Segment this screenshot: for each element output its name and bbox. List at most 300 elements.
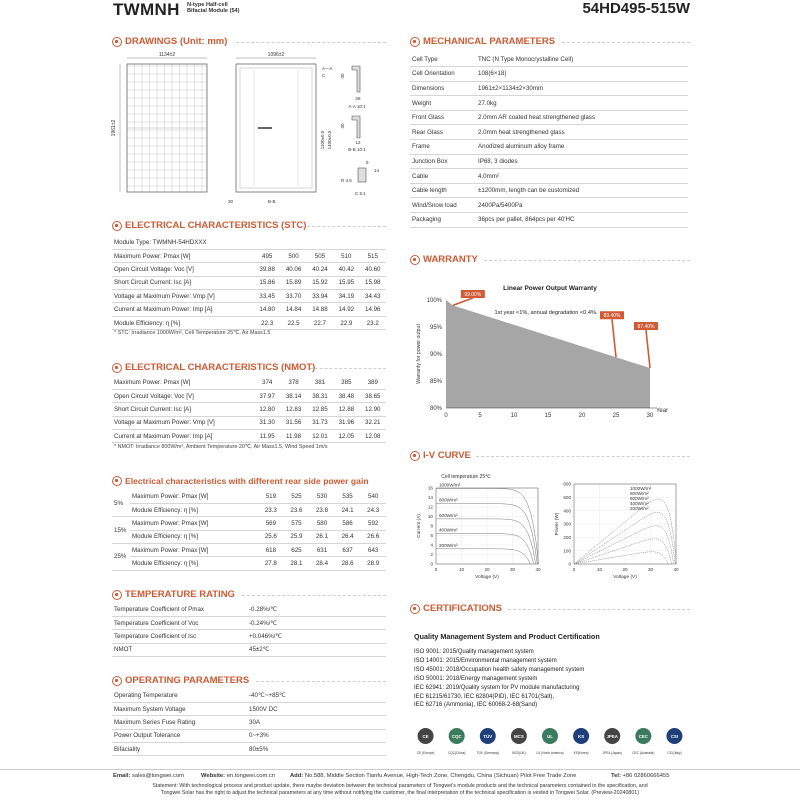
row-value: 2.0mm AR coated heat strengthened glass [476,110,688,125]
cell-value: 40.24 [307,263,333,276]
cell-value: 15.89 [280,276,306,289]
cert-logo-caption: CSI (Italy) [667,751,682,755]
section-nmot-label: ELECTRICAL CHARACTERISTICS (NMOT) [125,362,316,373]
cell-value: 625 [284,544,310,557]
cert-logo-mark: JPEA [606,734,618,739]
warranty-title: Linear Power Output Warranty [503,285,597,292]
mounting-hole-detail [358,168,366,182]
y-tick-label: 0 [568,561,571,567]
section-drawings-label: DRAWINGS (Unit: mm) [125,36,228,47]
stc-note: * STC: Irradiance 1000W/m², Cell Temperature 25℃, Air Mass1.5 [114,330,271,336]
table-row [410,183,688,198]
y-tick-label: 600 [563,481,571,487]
row-label: Cell Orientation [410,67,476,82]
x-tick-label: 30 [647,567,654,572]
table-row [112,616,386,629]
table-row [112,316,386,329]
table-row [112,276,386,289]
gain-percent: 25% [112,544,130,571]
cell-value: 28.1 [284,557,310,570]
cell-value: 12.01 [307,430,333,443]
cert-item: IEC 61215/61730, IEC 62804(PID), IEC 61701(Salt), [414,693,555,700]
cert-item: IEC 62941: 2019/Quality system for PV module manufacturing [414,684,580,691]
y-tick-label: 100 [563,548,571,554]
legend-label: 600W/m² [439,512,458,518]
row-value: Anodized aluminum alloy frame [476,140,688,155]
cell-value: 39.88 [254,263,280,276]
dim-28: 28 [355,96,361,101]
footer-address [290,773,576,779]
section-drawings [112,36,227,47]
cell-value: 495 [254,249,280,262]
gain-table [112,490,386,571]
cell-value: 31.73 [307,416,333,429]
nmot-table [112,376,386,443]
dim-mount-2: 1400±0.5 [327,130,332,150]
series-line [436,519,536,564]
footer-address-value: No.588, Middle Section Tianfu Avenue, High-Tech Zone, Chengdu, China (Sichuan) Pilot Free Trade Zone [304,773,577,779]
cert-logo-caption: MCS(UK) [512,751,526,755]
divider [562,42,690,43]
row-value: -40℃~+85℃ [247,689,386,702]
footer-email-link[interactable]: sales@tongwei.com [132,773,184,779]
table-row [112,290,386,303]
x-tick-label: 40 [673,567,679,572]
warranty-chart [410,276,690,426]
row-label: Temperature Coefficient of Isc [112,630,247,643]
table-row [112,716,386,729]
row-label: Front Glass [410,110,476,125]
cell-value: 34.43 [360,290,386,303]
gain-percent: 15% [112,517,130,544]
cell-value: 15.92 [307,276,333,289]
cell-value: 23.2 [360,316,386,329]
row-label: Temperature Coefficient of Pmax [112,603,247,616]
cell-value: 505 [307,249,333,262]
y-tick-label: 400 [563,508,571,514]
x-tick-label: 10 [458,567,465,572]
row-label: Rear Glass [410,125,476,140]
row-label: Current at Maximum Power: Imp [A] [112,303,254,316]
table-row [112,376,386,389]
module-type: Module Type: TWMNH-54HDXXX [112,236,386,249]
row-value: ±1200mm, length can be customized [476,183,688,198]
cell-value: 40.60 [360,263,386,276]
row-value: TNC (N Type Monocrystalline Cell) [476,52,688,67]
footer-address-key: Add: [290,773,304,779]
row-label: Maximum Series Fuse Rating [112,716,247,729]
divider [242,595,386,596]
dim-9: 9 [366,160,369,165]
x-tick-label: 10 [510,413,518,419]
x-tick-label: 5 [478,413,482,419]
table-row [112,603,386,616]
row-label: Voltage at Maximum Power: Vmp [V] [112,290,254,303]
cert-logo-mark: KS [578,734,585,739]
row-label: Maximum Power: Pmax [W] [130,544,258,557]
warranty-xlabel: Year [655,408,669,414]
cert-item: IEC 62716 (Ammonia), IEC 60068-2-68(Sand) [414,702,538,709]
section-operating-label: OPERATING PARAMETERS [125,675,250,686]
cert-logo-mark: CQC [451,734,462,739]
cell-value: 643 [360,544,386,557]
y-tick-label: 4 [430,542,433,548]
cell-value: 569 [258,517,284,530]
statement-line-2: Tongwei Solar has the right to adjust the technical parameters at any time without notifying the customer, the final interpretation of the technical specification is vested in Tongwei Solar. (Preview-20240801) [160,789,640,796]
row-value: 4.0mm² [476,169,688,184]
brand-title: TWMNH [113,0,180,19]
table-row [112,303,386,316]
dim-mount-1: 1100±0.5 [320,130,325,150]
footer-tel [611,773,669,779]
lightning-icon [112,363,122,373]
y-tick-label: 0 [430,561,433,567]
brand-subtitle-line-2: Bifacial Module (54) [187,8,240,15]
section-mark-c: C [322,73,326,78]
dim-aa-30: 30 [340,73,345,79]
series-line [574,526,674,564]
cell-value: 33.70 [280,290,306,303]
legend-label: 800W/m² [439,497,458,503]
iv-curve-chart [410,466,690,586]
frame-section-aa [352,66,360,92]
section-warranty-label: WARRANTY [423,254,478,265]
table-row [112,416,386,429]
y-tick-label: 300 [563,521,571,527]
footer-contact [0,769,800,781]
dim-14: 14 [374,168,380,173]
cell-value: 31.30 [254,416,280,429]
table-row [112,263,386,276]
row-label: Maximum System Voltage [112,702,247,715]
cell-value: 637 [335,544,361,557]
cell-value: 530 [309,490,335,503]
x-tick-label: 0 [434,567,438,572]
legend-label: 400W/m² [630,501,649,506]
cert-logo-caption: CEC (Australia) [632,751,655,755]
y-tick-label: 85% [429,379,442,385]
legend-label: 800W/m² [630,491,649,496]
row-label: Open Circuit Voltage: Voc [V] [112,263,254,276]
row-label: Maximum Power: Pmax [W] [130,490,258,503]
cell-value: 14.96 [360,303,386,316]
table-row [112,557,386,570]
row-label: Weight [410,96,476,111]
cell-value: 374 [254,376,280,389]
row-label: Operating Temperature [112,689,247,702]
y-tick-label: 2 [430,552,433,558]
cell-value: 12.80 [254,403,280,416]
row-label: Cell Type [410,52,476,67]
series-line [574,539,672,564]
row-value: 80±5% [247,743,386,756]
iv-chart-title: Cell temperature 25℃ [441,474,491,480]
drawing-icon [112,37,122,47]
x-tick-label: 15 [544,413,552,419]
cell-value: 28.4 [309,557,335,570]
divider [484,260,690,261]
section-stc [112,220,306,231]
divider [508,609,690,610]
cell-value: 378 [280,376,306,389]
section-warranty [410,254,478,265]
cert-item: ISO 9001: 2015/Quality management system [414,649,534,655]
cell-value: 26.4 [335,530,361,543]
x-tick-label: 30 [509,567,516,572]
divider [310,368,386,369]
lightning-icon [112,476,122,486]
cert-logo-caption: JPEA (Japan) [602,751,622,755]
row-label: Module Efficiency: η [%] [130,557,258,570]
footer-statement [0,783,800,796]
table-row [410,96,688,111]
cell-value: 23.3 [258,503,284,516]
y-tick-label: 12 [427,504,433,510]
cell-value: 40.06 [280,263,306,276]
table-row [112,530,386,543]
x-tick-label: 25 [612,413,620,419]
row-value: IP68, 3 diodes [476,154,688,169]
table-row [410,125,688,140]
cell-value: 23.6 [284,503,310,516]
dim-width-front: 1134±2 [158,52,176,58]
cell-value: 519 [258,490,284,503]
table-row [410,52,688,67]
chart-icon [410,451,420,461]
table-row [112,389,386,402]
table-row [410,213,688,228]
table-row [112,743,386,756]
cell-value: 38.14 [280,389,306,402]
cell-value: 37.97 [254,389,280,402]
cert-logo-mark: TÜV [483,734,493,739]
divider [256,681,386,682]
cell-value: 12.83 [280,403,306,416]
row-value: 36pcs per pallet, 864pcs per 40'HC [476,213,688,228]
x-tick-label: 0 [572,567,576,572]
section-mechanical-label: MECHANICAL PARAMETERS [423,36,556,47]
table-row [410,81,688,96]
dim-width-rear: 1096±2 [267,52,285,58]
cert-logo-caption: CQC(China) [447,751,466,755]
cell-value: 540 [360,490,386,503]
cell-value: 34.19 [333,290,359,303]
y-tick-label: 16 [427,485,433,491]
table-row [112,729,386,742]
cell-value: 11.95 [254,430,280,443]
footer-tel-key: Tel: [611,773,621,779]
section-mark-aa: A—A [322,66,333,71]
cell-value: 28.6 [335,557,361,570]
section-temperature [112,589,235,600]
cell-value: 22.7 [307,316,333,329]
row-value: 2400Pa/5400Pa [476,198,688,213]
cell-value: 389 [360,376,386,389]
cell-value: 12.05 [333,430,359,443]
module-drawing [112,50,384,208]
footer-website [201,773,275,779]
y-tick-label: 6 [430,533,433,539]
cell-value: 575 [284,517,310,530]
series-line [436,549,530,564]
row-value: 108(6×18) [476,67,688,82]
cert-list [414,648,584,710]
y-tick-label: 100% [426,298,442,304]
row-label: Maximum Power: Pmax [W] [130,517,258,530]
divider [236,42,386,43]
table-row [112,503,386,516]
cell-value: 26.6 [360,530,386,543]
dim-12: 12 [355,140,361,145]
table-row [112,517,386,530]
y-tick-label: 80% [429,406,442,412]
cell-value: 631 [309,544,335,557]
label-bb-scale: B-B 10:1 [348,147,366,152]
row-label: Junction Box [410,154,476,169]
callout-pointer [646,330,650,368]
row-label: Cable length [410,183,476,198]
row-value: 2.0mm heat strengthened glass [476,125,688,140]
row-label: Dimensions [410,81,476,96]
table-row [410,110,688,125]
dim-radius: R 4.5 [341,178,352,183]
row-label: Wind/Snow load [410,198,476,213]
row-label: Cable [410,169,476,184]
dim-bottom-30: 30 [228,199,234,204]
cell-value: 38.31 [307,389,333,402]
callout-label: 87.40% [637,324,655,331]
settings-icon [112,676,122,686]
section-nmot [112,362,315,373]
cell-value: 14.80 [254,303,280,316]
row-value: -0.24%/℃ [247,616,386,629]
table-row [410,67,688,82]
x-tick-label: 0 [444,413,448,419]
footer-website-link[interactable]: en.tongwei.com.cn [226,773,276,779]
table-row [112,490,386,503]
cert-logo-mark: MCS [514,734,524,739]
footer-email-key: Email: [113,773,131,779]
cell-value: 31.56 [280,416,306,429]
row-value: +0.046%/℃ [247,630,386,643]
cell-value: 38.48 [333,389,359,402]
cert-logo-caption: TÜV (Germany) [476,751,500,755]
cell-value: 15.98 [360,276,386,289]
brand-subtitle [187,2,240,15]
cert-logo-mark: CE [422,734,429,739]
cell-value: 580 [309,517,335,530]
cert-item: ISO 50001: 2018/Energy management system [414,675,538,682]
cell-value: 33.45 [254,290,280,303]
row-label: Voltage at Maximum Power: Vmp [V] [112,416,254,429]
table-row [410,154,688,169]
row-value: 0~+3% [247,729,386,742]
row-value: 30A [247,716,386,729]
cell-value: 24.1 [335,503,361,516]
callout-pointer [612,319,616,357]
cell-value: 500 [280,249,306,262]
legend-label: 200W/m² [439,542,458,548]
row-label: Temperature Coefficient of Voc [112,616,247,629]
cell-value: 31.96 [333,416,359,429]
cell-value: 385 [333,376,359,389]
mechanical-table [410,52,688,228]
cell-value: 38.65 [360,389,386,402]
table-row [112,249,386,262]
cell-value: 586 [335,517,361,530]
section-certifications-label: CERTIFICATIONS [423,603,502,614]
row-value: -0.28%/℃ [247,603,386,616]
cell-value: 381 [307,376,333,389]
label-aa-scale: A-A 10:1 [348,104,366,109]
x-axis-label: Voltage (V) [613,575,637,580]
row-label: Current at Maximum Power: Imp [A] [112,430,254,443]
model-range: 54HD495-515W [582,0,690,17]
table-row [410,140,688,155]
temperature-table [112,603,386,657]
section-iv-curve [410,450,471,461]
cell-value: 26.1 [309,530,335,543]
y-tick-label: 90% [429,352,442,358]
row-value: 45±2℃ [247,643,386,656]
cert-logo-mark: UL [547,734,553,739]
frame-section-bb [352,116,360,138]
cert-item: ISO 45001: 2018/Occupation health safety management system [414,666,585,673]
rear-view-panel [236,64,316,192]
cert-logo-caption: KS(Korea) [573,751,589,755]
callout-label: 89.40% [603,313,621,320]
brand-subtitle-line-1: N-type Half-cell [187,2,228,8]
section-certifications [410,603,502,614]
x-tick-label: 10 [596,567,603,572]
row-label: Short Circuit Current: Isc [A] [112,276,254,289]
label-c-scale: C 5:1 [355,191,366,196]
cell-value: 27.8 [258,557,284,570]
cell-value: 14.92 [333,303,359,316]
cell-value: 33.94 [307,290,333,303]
cert-logo-caption: UL (North America) [536,751,564,755]
legend-label: 400W/m² [439,527,458,533]
cert-logo-mark: CEC [638,734,648,739]
shield-icon [410,255,420,265]
table-row [410,169,688,184]
section-gain [112,476,369,486]
legend-label: 200W/m² [630,506,649,511]
cert-logo-caption: CE (Europe) [416,751,435,755]
cell-value: 515 [360,249,386,262]
cell-value: 11.98 [280,430,306,443]
x-tick-label: 20 [622,567,628,572]
y-tick-label: 200 [563,534,571,540]
cell-value: 32.21 [360,416,386,429]
cell-value: 15.95 [333,276,359,289]
cell-value: 525 [284,490,310,503]
cell-value: 28.9 [360,557,386,570]
dim-bb-30: 30 [340,123,345,129]
y-tick-label: 500 [563,494,571,500]
row-label: Bifaciality [112,743,247,756]
section-mechanical [410,36,555,47]
divider [476,456,690,457]
page-header [0,0,800,22]
callout-label: 99.00% [464,292,482,298]
cell-value: 23.8 [309,503,335,516]
callout-pointer [453,298,473,305]
y-axis-label: Current (A) [417,514,422,538]
cert-title: Quality Management System and Product Certification [414,632,600,641]
cell-value: 12.90 [360,403,386,416]
row-value: 1961±2×1134±2×30mm [476,81,688,96]
